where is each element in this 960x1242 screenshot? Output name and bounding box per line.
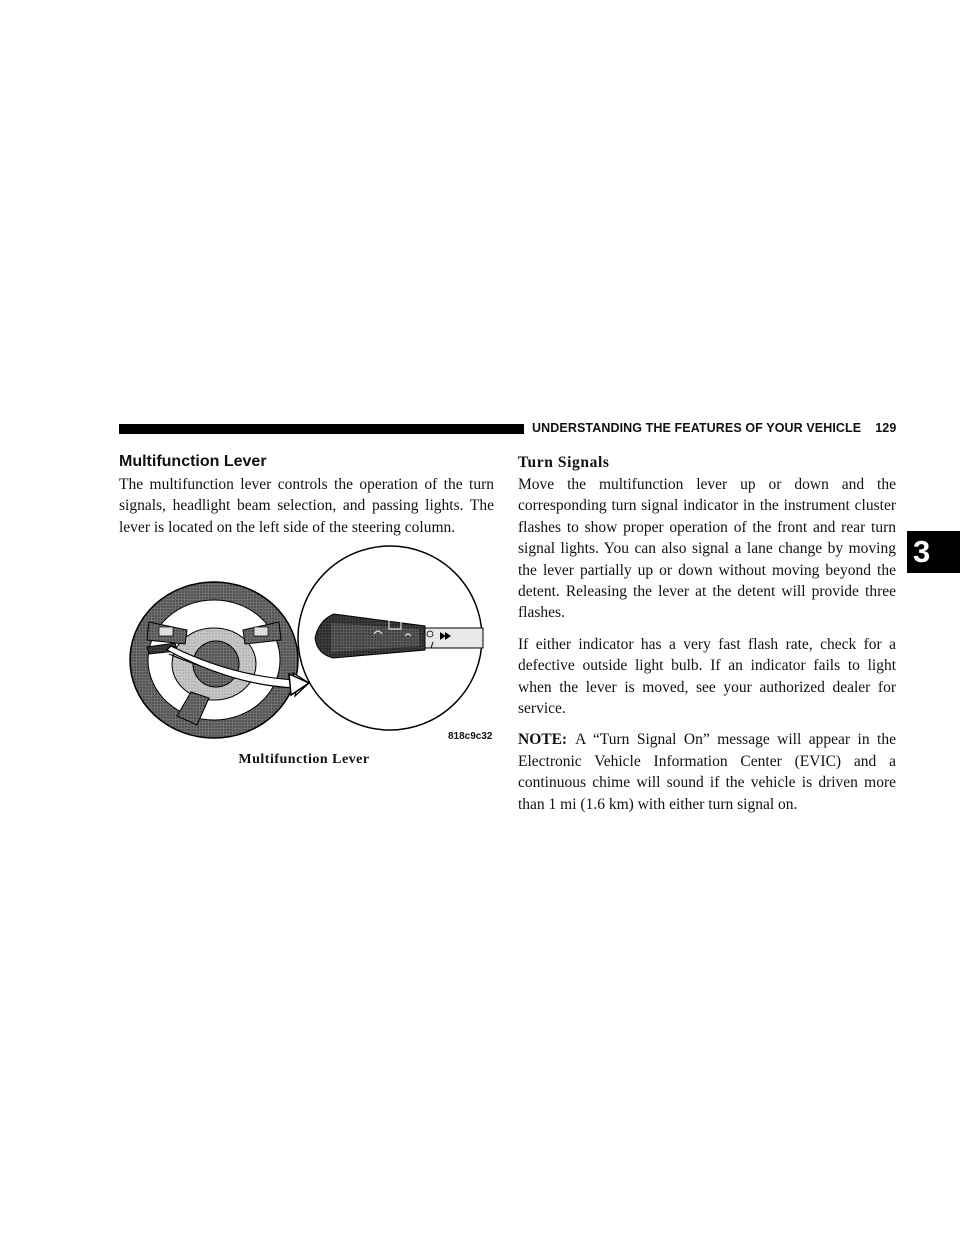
header-title: UNDERSTANDING THE FEATURES OF YOUR VEHICLE bbox=[532, 421, 862, 435]
right-column bbox=[518, 452, 896, 825]
multifunction-lever-illustration bbox=[119, 540, 489, 766]
note-paragraph bbox=[518, 729, 896, 815]
turn-signals-paragraph: Move the multifunction lever up or down and the corresponding turn signal indicator in the instrument cluster flashes to show proper operation of the front and rear turn signal lights. You can also signal a lane change by moving the lever partially up or down without moving beyond the detent. Releasing the lever at the detent will provide three flashes. bbox=[518, 476, 896, 622]
page-number: 129 bbox=[875, 421, 897, 435]
chapter-tab: 3 bbox=[907, 531, 960, 573]
figure-code: 818c9c32 bbox=[448, 731, 493, 742]
figure-caption: Multifunction Lever bbox=[238, 752, 370, 767]
turn-signals-heading: Turn Signals bbox=[518, 454, 610, 471]
left-column bbox=[119, 452, 494, 548]
header-rule bbox=[119, 424, 524, 434]
running-header bbox=[532, 421, 896, 435]
note-label: NOTE: bbox=[518, 731, 568, 749]
section-heading: Multifunction Lever bbox=[119, 453, 267, 470]
note-text: A “Turn Signal On” message will appear in the Electronic Vehicle Information Center (EVIC) and a continuous chime will sound if the vehicle is driven more than 1 mi (1.6 km) with either turn signal on. bbox=[518, 731, 896, 813]
intro-paragraph: The multifunction lever controls the operation of the turn signals, headlight beam selection, and passing lights. The lever is located on the left side of the steering column. bbox=[119, 476, 494, 536]
flash-rate-paragraph: If either indicator has a very fast flash rate, check for a defective outside light bulb. If an indicator fails to light when the lever is moved, see your authorized dealer for service. bbox=[518, 635, 896, 718]
steering-wheel-icon bbox=[130, 582, 298, 738]
magnified-lever-icon bbox=[298, 546, 483, 730]
